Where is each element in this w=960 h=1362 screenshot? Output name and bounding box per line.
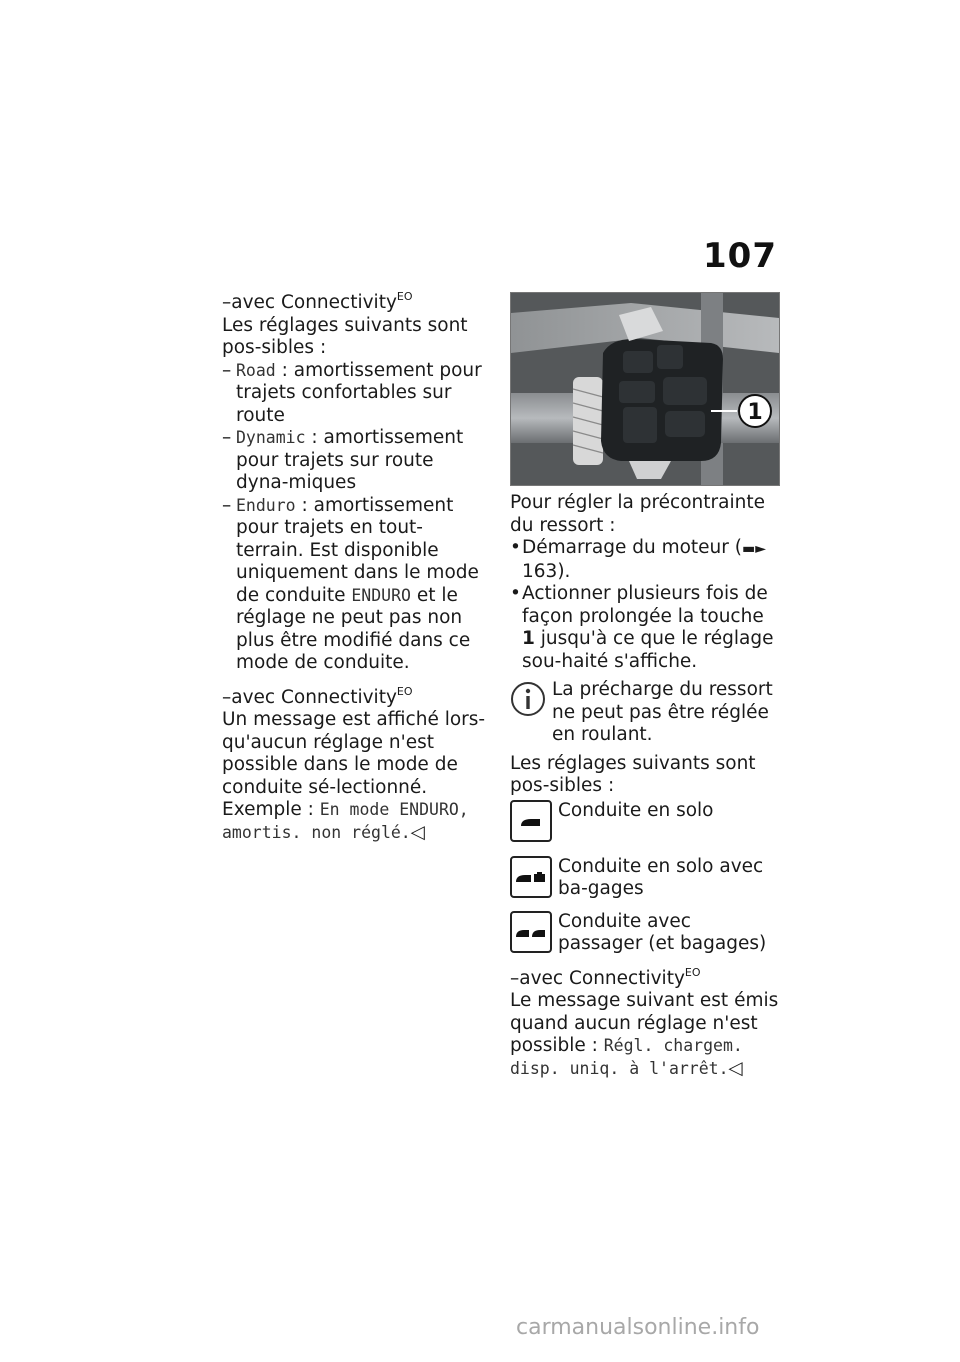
callout-label: 1 — [747, 400, 763, 425]
display-message: Régl. chargem. disp. uniq. à l'arrêt. — [510, 1036, 743, 1078]
message-paragraph: Le message suivant est émis quand aucun réglage n'est possible : Régl. chargem. disp. uniq. à l'arrêt.◁ — [510, 990, 779, 1079]
mode-code: Road — [236, 360, 276, 380]
rider-solo-icon — [510, 800, 552, 842]
rider-passenger-icon — [510, 911, 552, 953]
mode-solo: Conduite en solo — [510, 800, 780, 842]
end-mark-icon: ◁ — [728, 1057, 743, 1079]
page-reference: 163 — [522, 560, 558, 582]
page-number: 107 — [703, 236, 777, 276]
right-column — [510, 292, 780, 1080]
procedure-intro: Pour régler la précontrainte du ressort : — [510, 492, 765, 536]
rider-luggage-icon — [510, 856, 552, 898]
mode-code: Dynamic — [236, 428, 306, 447]
handlebar-illustration — [511, 293, 779, 485]
watermark: carmanualsonline.info — [516, 1315, 760, 1340]
list-item: – Enduro : amortissement pour trajets en tout-terrain. Est disponible uniquement dans le mode de conduite ENDURO et le réglage ne peut pas non plus être modifié dans ce mode de conduite. — [222, 494, 479, 673]
connectivity-heading: –avec Connectivity$^{EO}$ — [510, 965, 701, 989]
settings-intro: Les réglages suivants sont pos-sibles : — [510, 752, 756, 796]
mode-code: Enduro — [236, 495, 296, 515]
left-column — [222, 292, 490, 844]
connectivity-heading: –avec Connectivity$^{EO}$ — [222, 684, 413, 708]
list-item: • Actionner plusieurs fois de façon prolongée la touche 1 jusqu'à ce que le réglage sou-haité s'affiche. — [510, 583, 774, 672]
mode-solo-luggage: Conduite en solo avec ba-gages — [510, 856, 780, 901]
message-paragraph: Un message est affiché lors-qu'aucun réglage n'est possible dans le mode de conduite sé-lectionné. Exemple : En mode ENDURO, amortis. non réglé.◁ — [222, 709, 486, 843]
info-note: La précharge du ressort ne peut pas être réglée en roulant. — [510, 679, 780, 747]
display-message: En mode ENDURO, amortis. non réglé. — [222, 800, 469, 842]
end-mark-icon: ◁ — [410, 821, 425, 843]
list-item: – Road : amortissement pour trajets confortables sur route — [222, 359, 482, 426]
mode-passenger: Conduite avec passager (et bagages) — [510, 911, 780, 956]
settings-intro: Les réglages suivants sont pos-sibles : — [222, 314, 468, 358]
handlebar-switch-photo — [510, 292, 780, 486]
mode-code: ENDURO — [351, 585, 411, 605]
info-icon — [510, 681, 546, 717]
list-item: – Dynamic : amortissement pour trajets sur route dyna-miques — [222, 427, 464, 493]
connectivity-heading: –avec Connectivity$^{EO}$ — [222, 290, 413, 313]
page-reference-icon: ▬► — [741, 541, 766, 557]
list-item: • Démarrage du moteur (▬► 163). — [510, 537, 766, 582]
